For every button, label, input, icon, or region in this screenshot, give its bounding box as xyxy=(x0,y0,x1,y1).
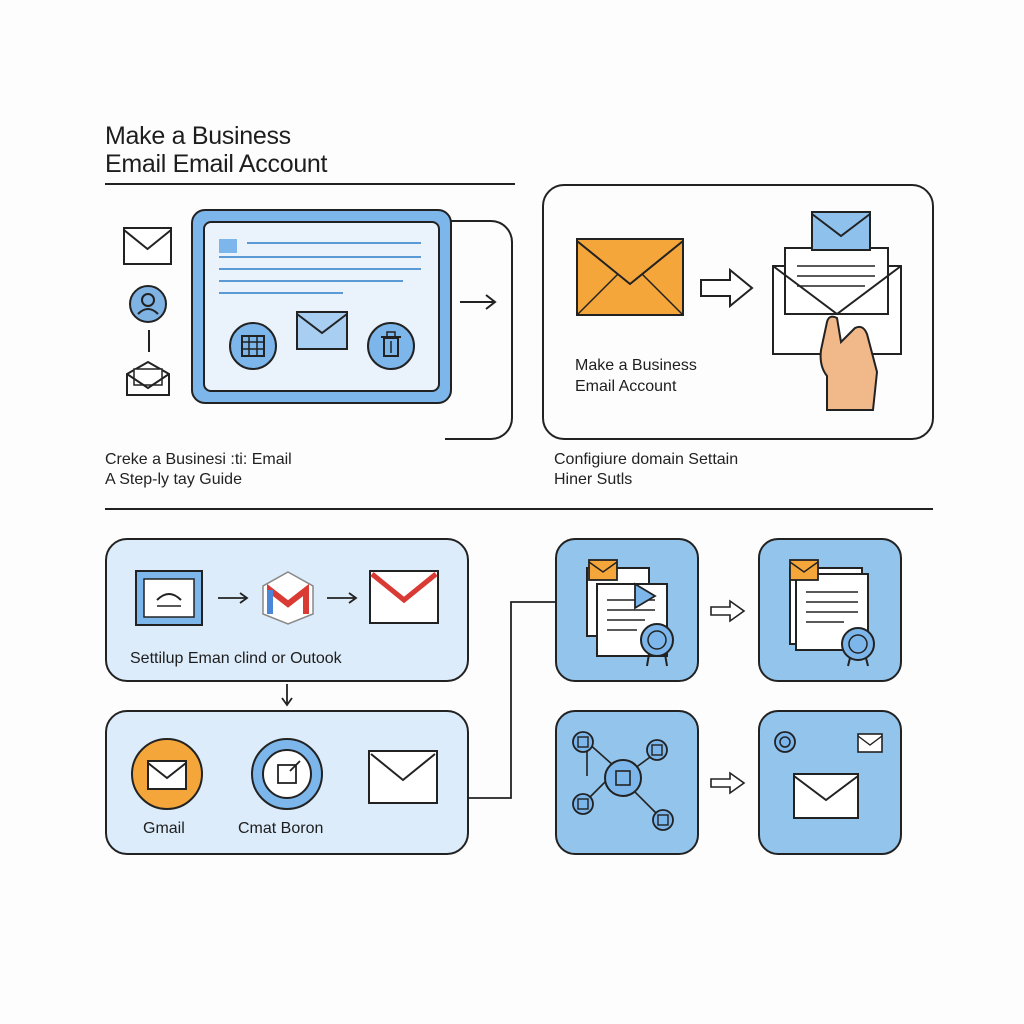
caption-line: Creke a Businesi :ti: Email xyxy=(105,451,292,468)
envelope-icon xyxy=(123,227,173,267)
arrow-right-icon xyxy=(460,292,498,312)
arrow-right-icon xyxy=(710,600,746,622)
top-right-inner-label xyxy=(575,355,697,397)
user-icon xyxy=(128,284,170,326)
open-envelope-icon xyxy=(771,210,903,412)
open-envelope-icon xyxy=(125,360,173,398)
connector-line xyxy=(469,600,559,800)
top-left-caption xyxy=(105,450,292,490)
envelope-icon xyxy=(576,238,684,316)
top-left-panel-frame xyxy=(445,220,513,440)
gmail-label: Gmail xyxy=(143,820,185,837)
arrow-right-icon xyxy=(700,268,754,308)
arrow-right-icon xyxy=(327,590,359,606)
certificate-icon xyxy=(842,628,874,660)
envelope-icon xyxy=(794,774,858,818)
status-icon xyxy=(775,732,795,752)
title-line-1: Make a Business xyxy=(105,122,291,150)
arrow-right-icon xyxy=(710,772,746,794)
arrow-right-icon xyxy=(218,590,250,606)
inner-label-line: Email Account xyxy=(575,378,677,395)
certificate-icon xyxy=(641,624,673,656)
other-provider-label: Cmat Boron xyxy=(238,820,324,837)
envelope-icon xyxy=(296,311,348,351)
page-title xyxy=(105,122,327,178)
gmail-icon xyxy=(260,570,316,626)
arrow-down-icon xyxy=(279,684,295,708)
caption-line: A Step-ly tay Guide xyxy=(105,471,242,488)
gmail-icon[interactable] xyxy=(130,737,204,811)
caption-line: Configiure domain Settain xyxy=(554,451,739,468)
caption-line: Hiner Sutls xyxy=(554,471,633,488)
building-icon xyxy=(229,322,279,372)
connector-line xyxy=(148,330,150,352)
mail-tile-content xyxy=(772,730,892,830)
envelope-icon xyxy=(135,570,203,626)
title-divider xyxy=(105,183,515,185)
edit-icon[interactable] xyxy=(250,737,324,811)
envelope-icon xyxy=(858,734,882,752)
trash-icon xyxy=(367,322,417,372)
document-icon xyxy=(575,558,685,668)
document-icon xyxy=(778,558,888,668)
section-divider xyxy=(105,508,933,510)
inner-label-line: Make a Business xyxy=(575,357,697,374)
title-line-2: Email Email Account xyxy=(105,150,328,178)
top-right-caption xyxy=(554,450,738,490)
gmail-icon xyxy=(369,570,439,624)
network-icon xyxy=(565,722,689,842)
envelope-icon xyxy=(368,750,438,804)
email-client-setup-label: Settilup Eman clind or Outook xyxy=(130,650,342,667)
